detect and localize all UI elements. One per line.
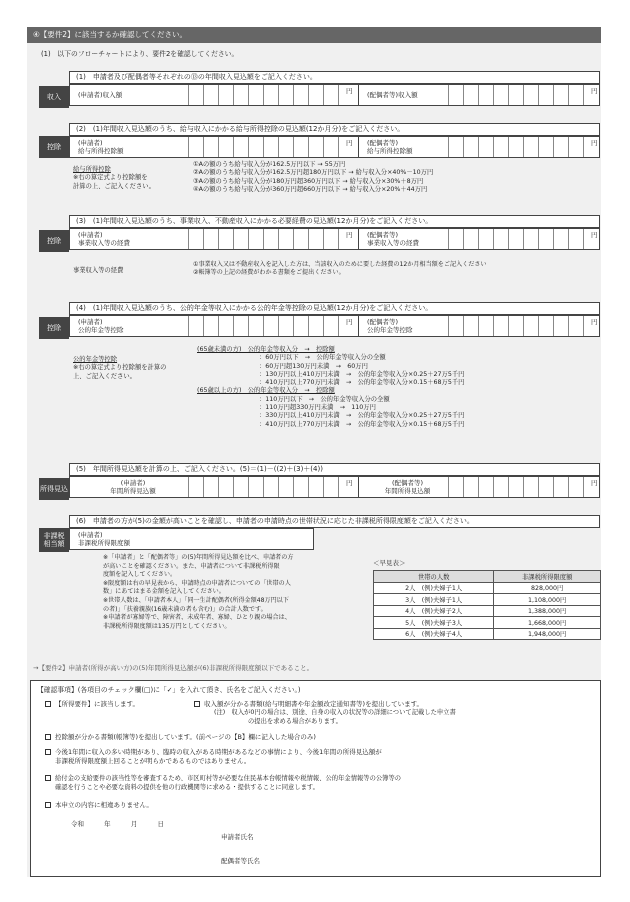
spouse-salary-deduction-label: 給与所得控除額 <box>367 147 413 155</box>
spouse-salary-deduction-field[interactable] <box>448 137 598 157</box>
spouse-salary-deduction-label: (配偶者等) <box>367 139 399 147</box>
pension-deduction-note: 上、ご記入ください。 <box>73 372 136 380</box>
non-taxable-tag: 相当額 <box>43 540 65 548</box>
section6-note: 度額を記入してください。 <box>103 571 177 579</box>
future-income-label: 非課税所得限度額上回ることが明らかであるものではありません。 <box>55 757 251 765</box>
section2-row <box>69 136 600 158</box>
applicant-pension-deduction-label: 公的年金等控除 <box>78 326 124 334</box>
income-estimate-tag: 所得見込 <box>39 478 69 500</box>
salary-formula: ①Aの額のうち給与収入分が162.5万円以下 → 55万円 <box>193 161 346 168</box>
salary-deduction-note: ※右の算定式より控除額を <box>73 174 148 182</box>
applicant-income-label: (申請者)収入額 <box>78 91 123 99</box>
future-income-label: 今後1年間に収入の多い時期があり、臨時の収入がある時期があるなどの事情により、今後1年間の所得見込額が <box>55 748 382 756</box>
yen-unit: 円 <box>591 231 598 239</box>
yen-unit: 円 <box>591 87 598 95</box>
table-cell: 3人 (例)夫婦子1人 <box>374 594 494 606</box>
salary-formula: ③Aの額のうち給与収入分が180万円超360万円以下 → 給与収入分×30%＋8万円 <box>193 177 424 185</box>
yen-unit: 円 <box>346 479 353 487</box>
yen-unit: 円 <box>591 479 598 487</box>
spouse-pension-deduction-label: 公的年金等控除 <box>367 326 413 334</box>
consent-label: 給付金の支給要件の該当性等を審査するため、市区町村等が必要な住民基本台帳情報や税情報、公的年金情報等の公簿等の <box>55 775 402 782</box>
table-cell: 5人 (例)夫婦子3人 <box>374 617 494 629</box>
over65-formula: ：330万円以上410万円未満 → 公的年金等収入分×0.25＋27万5千円 <box>259 412 465 420</box>
yen-unit: 円 <box>346 139 353 147</box>
table-row <box>374 582 601 594</box>
yen-unit: 円 <box>346 87 353 95</box>
table-cell: 1,948,000円 <box>494 628 601 640</box>
table-header: 世帯の人数 <box>374 571 494 583</box>
section6-note: 非課税所得限度額は135万円としてください。 <box>103 622 231 630</box>
deduction-documents-label: 控除額が分かる書類(帳簿等)を提出しています。(前ページの【B】欄に記入した場合のみ) <box>55 733 316 741</box>
salary-deduction-title: 給与所得控除 <box>73 166 111 173</box>
over65-heading: (65歳以上の方) 公的年金等収入分 → 控除額 <box>197 387 335 395</box>
applicant-salary-deduction-label: (申請者) <box>78 139 103 147</box>
section6-note: ※「申請者」と「配偶者等」の(5)年間所得見込額を比べ、申請者の方 <box>103 554 294 561</box>
income-tag: 収入 <box>39 86 69 108</box>
salary-formula: ④Aの額のうち給与収入分が360万円超660万円以下 → 給与収入分×20%＋44万円 <box>193 185 428 193</box>
applicant-pension-deduction-field[interactable] <box>188 316 353 336</box>
spouse-income-estimate-field[interactable] <box>448 477 598 497</box>
spouse-business-expense-label: 事業収入等の経費 <box>367 239 419 247</box>
spouse-income-estimate-label: 年間所得見込額 <box>384 487 431 495</box>
checkbox[interactable] <box>45 775 51 781</box>
table-row <box>374 628 601 640</box>
section1-heading: (1) 申請者及び配偶者等それぞれの⑬の年間収入見込額をご記入ください。 <box>69 71 600 84</box>
table-cell: 2人 (例)夫婦子1人 <box>374 582 494 594</box>
section6-row <box>69 528 314 550</box>
section6-note: ※限度額は右の早見表から、申請時点の申請者についての「世帯の人 <box>103 579 291 587</box>
table-cell: 1,108,000円 <box>494 594 601 606</box>
section4-heading: (4) (1)年間収入見込額のうち、公的年金等収入にかかる公的年金等控除の見込額(12か月分)をご記入ください。 <box>69 302 600 315</box>
under65-formula: ：130万円以上410万円未満 → 公的年金等収入分×0.25＋27万5千円 <box>259 370 465 378</box>
table-row <box>374 605 601 617</box>
confirmation-box <box>30 680 601 877</box>
section5-row <box>69 476 600 498</box>
yen-unit: 円 <box>591 139 598 147</box>
table-cell: 4人 (例)夫婦子2人 <box>374 605 494 617</box>
yen-unit: 円 <box>346 231 353 239</box>
table-row <box>374 617 601 629</box>
table-header-row <box>374 571 601 583</box>
salary-deduction-note: 計算の上、ご記入ください。 <box>73 182 155 190</box>
section5-heading: (5) 年間所得見込額を計算の上、ご記入ください。(5)＝(1)－((2)＋(3)＋(4)) <box>69 463 600 476</box>
section1-row <box>69 84 600 106</box>
spouse-income-label: (配偶者等)収入額 <box>358 85 448 105</box>
checkbox[interactable] <box>45 749 51 755</box>
spouse-business-expense-field[interactable] <box>448 229 598 249</box>
declaration-label: 本申立の内容に相違ありません。 <box>55 801 153 809</box>
table-header: 非課税所得限度額 <box>494 571 601 583</box>
applicant-business-expense-field[interactable] <box>188 229 353 249</box>
applicant-income-estimate-field[interactable] <box>188 477 353 497</box>
requirement2-header: ④【要件2】に該当するか確認してください。 <box>27 27 601 43</box>
table-cell: 1,388,000円 <box>494 605 601 617</box>
deduction-tag: 控除 <box>39 136 69 158</box>
deduction-tag: 控除 <box>39 317 69 339</box>
salary-formula: ②Aの額のうち給与収入分が162.5万円超180万円以下 → 給与収入分×40%－10万円 <box>193 169 434 177</box>
applicant-salary-deduction-field[interactable] <box>188 137 353 157</box>
business-expense-note: ①事業収入又は不動産収入を記入した方は、当該収入のために要した経費の12か月相当額をご記入ください <box>193 261 487 268</box>
spouse-income-field[interactable] <box>448 85 598 105</box>
quick-reference-table <box>373 570 601 640</box>
applicant-salary-deduction-label: 給与所得控除額 <box>78 147 124 155</box>
quick-reference-title: ＜早見表＞ <box>373 559 406 567</box>
section6-note: ※世帯人数は、「申請者本人」「同一生計配偶者(所得金額48万円以下 <box>103 596 289 604</box>
date-month: 月 <box>130 820 138 828</box>
section6-heading: (6) 申請者の方が(5)の金額が高いことを確認し、申請者の申請時点の世帯状況に応じた非課税所得限度額をご記入ください。 <box>69 515 600 528</box>
deduction-tag: 控除 <box>39 230 69 252</box>
applicant-income-estimate-label: 年間所得見込額 <box>110 487 156 495</box>
applicant-business-expense-label: (申請者) <box>78 231 103 239</box>
checkbox[interactable] <box>45 701 51 707</box>
confirmation-heading: 【確認事項】(各項目のチェック欄(□)に「✓」を入れて頂き、氏名をご記入ください。) <box>37 686 301 694</box>
date-era: 令和 <box>71 820 84 828</box>
under65-formula: ：60万円超130万円未満 → 60万円 <box>259 362 368 370</box>
section6-note: 数」にあてはまる金額を記入してください。 <box>103 588 225 596</box>
yen-unit: 円 <box>591 318 598 326</box>
checkbox[interactable] <box>45 734 51 740</box>
business-expense-title: 事業収入等の経費 <box>73 267 124 274</box>
non-taxable-tag: 非課税 <box>43 532 65 540</box>
income-requirement-label: 【所得要件】に該当します。 <box>55 700 139 708</box>
income-documents-label: 収入額が分かる書類(給与明細書や年金額改定通知書等)を提出しています。 <box>204 700 424 708</box>
pension-deduction-note: ※右の算定式より控除額を計算の <box>73 364 167 372</box>
table-row <box>374 594 601 606</box>
section6-note: ※申請者が寡婦等で、障害者、未成年者、寡婦、ひとり親の場合は、 <box>103 614 291 622</box>
applicant-pension-deduction-label: (申請者) <box>78 318 103 326</box>
section6-note: が高いことを確認ください。また、申請者について非課税所得限 <box>103 562 280 570</box>
income-zero-note: の提出を求める場合があります。 <box>248 718 342 725</box>
income-zero-note: (注) 収入が0円の場合は、別途、自身の収入の状況等の詳細について記載した申立書 <box>214 709 456 716</box>
over65-formula: ：110万円超330万円未満 → 110万円 <box>259 404 376 412</box>
section3-heading: (3) (1)年間収入見込額のうち、事業収入、不動産収入にかかる必要経費の見込額(12か月分)をご記入ください。 <box>69 215 600 228</box>
applicant-name-label: 申請者氏名 <box>221 833 254 841</box>
consent-label: 確認を行うことや必要な資料の提供を他の行政機関等に求める・提供することに同意します。 <box>55 784 319 791</box>
table-cell: 828,000円 <box>494 582 601 594</box>
spouse-business-expense-label: (配偶者等) <box>367 231 399 239</box>
over65-formula: ：110万円以下 → 公的年金等収入分の全額 <box>259 395 390 403</box>
non-taxable-limit-label: 非課税所得限度額 <box>78 539 130 547</box>
business-expense-note: ②帳簿等の上記の経費がわかる書類をご提出ください。 <box>193 269 345 277</box>
section2-heading: (2) (1)年間収入見込額のうち、給与収入にかかる給与所得控除の見込額(12か月分)をご記入ください。 <box>69 123 600 136</box>
yen-unit: 円 <box>346 318 353 326</box>
under65-formula: ：60万円以下 → 公的年金等収入分の全額 <box>259 354 386 362</box>
over65-formula: ：410万円以上770万円未満 → 公的年金等収入分×0.15＋68万5千円 <box>259 420 465 428</box>
applicant-income-estimate-label: (申請者) <box>120 479 146 487</box>
date-year: 年 <box>104 820 111 828</box>
section6-note: の者)」「扶養親族(16歳未満の者も含む)」の合計人数です。 <box>103 605 267 613</box>
applicant-income-field[interactable] <box>188 85 353 105</box>
under65-formula: ：410万円以上770万円未満 → 公的年金等収入分×0.15＋68万5千円 <box>259 379 465 387</box>
spouse-name-label: 配偶者等氏名 <box>221 857 260 865</box>
under65-heading: (65歳未満の方) 公的年金等収入分 → 控除額 <box>197 346 335 353</box>
spouse-pension-deduction-label: (配偶者等) <box>367 318 399 326</box>
date-day: 日 <box>157 820 164 828</box>
spouse-pension-deduction-field[interactable] <box>448 316 598 336</box>
applicant-business-expense-label: 事業収入等の経費 <box>78 239 130 247</box>
non-taxable-limit-label: (申請者) <box>78 531 103 539</box>
intro-text: (1) 以下のフローチャートにより、要件2を確認してください。 <box>41 50 239 58</box>
checkbox[interactable] <box>45 802 51 808</box>
checkbox[interactable] <box>194 701 200 707</box>
section3-row <box>69 228 600 250</box>
table-cell: 1,668,000円 <box>494 617 601 629</box>
section4-row <box>69 315 600 337</box>
pension-deduction-title: 公的年金等控除 <box>73 356 118 363</box>
spouse-income-estimate-label: (配偶者等) <box>391 479 424 487</box>
table-cell: 6人 (例)夫婦子4人 <box>374 628 494 640</box>
requirement2-result: →【要件2】申請者(所得が高い方)の(5)年間所得見込額が(6)非課税所得限度額以下であること。 <box>33 664 314 672</box>
